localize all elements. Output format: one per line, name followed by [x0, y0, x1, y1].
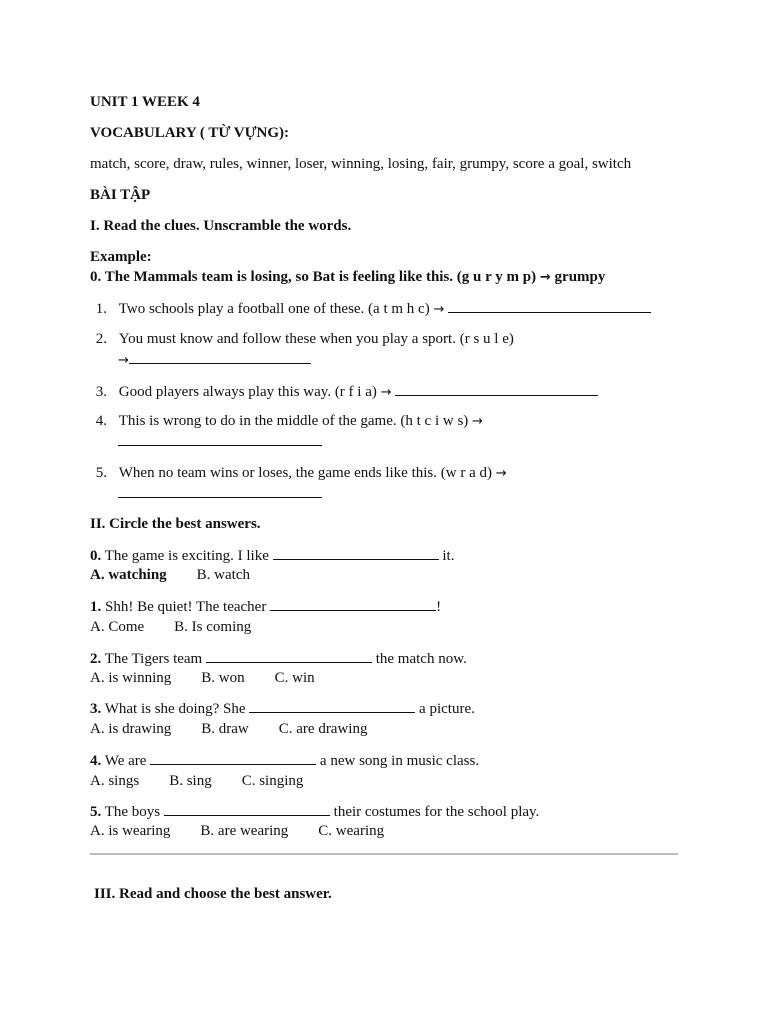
- options-row: [90, 771, 333, 791]
- answer-blank[interactable]: [118, 483, 322, 498]
- section3-title: III. Read and choose the best answer.: [94, 886, 332, 902]
- option-a[interactable]: A. sings: [90, 773, 140, 789]
- question-text-before: The Tigers team: [104, 651, 203, 667]
- question-text-before: The game is exciting. I like: [104, 548, 269, 564]
- options-row: [90, 719, 397, 739]
- answer-blank[interactable]: [395, 381, 598, 396]
- unscramble-item: [90, 381, 598, 403]
- answer-blank[interactable]: [150, 750, 316, 765]
- arrow-icon: →: [495, 466, 507, 481]
- item-number: 4.: [95, 413, 107, 429]
- question-text-after: the match now.: [375, 651, 467, 667]
- horizontal-divider: [90, 853, 678, 855]
- unscramble-item-continued: [118, 349, 311, 371]
- answer-blank[interactable]: [164, 801, 330, 816]
- item-text: Two schools play a football one of these. (a t m h c): [118, 301, 430, 317]
- vocabulary-list: match, score, draw, rules, winner, loser, winning, losing, fair, grumpy, score a goal, switch: [90, 156, 632, 172]
- option-c[interactable]: C. wearing: [318, 823, 385, 839]
- arrow-icon: →: [539, 270, 551, 285]
- question: [90, 750, 479, 771]
- unscramble-item-continued: [118, 431, 322, 452]
- question-text-before: We are: [104, 753, 147, 769]
- question-number: 0.: [90, 548, 102, 564]
- example-text: 0. The Mammals team is losing, so Bat is feeling like this. (g u r y m p): [90, 269, 537, 285]
- unit-title: UNIT 1 WEEK 4: [90, 94, 200, 110]
- answer-blank[interactable]: [448, 298, 651, 313]
- arrow-icon: →: [380, 385, 392, 400]
- question: [90, 698, 475, 719]
- options-row: [90, 821, 414, 841]
- item-number: 3.: [95, 384, 107, 400]
- answer-blank[interactable]: [273, 545, 439, 560]
- question: [90, 801, 539, 822]
- item-number: 1.: [95, 301, 107, 317]
- item-text: Good players always play this way. (r f i a): [118, 384, 377, 400]
- option-a[interactable]: A. is drawing: [90, 721, 172, 737]
- answer-blank[interactable]: [118, 431, 322, 446]
- option-c[interactable]: C. singing: [241, 773, 304, 789]
- vocabulary-title: VOCABULARY ( TỪ VỰNG):: [90, 125, 290, 141]
- question-text-after: !: [436, 599, 442, 615]
- item-number: 2.: [95, 331, 107, 347]
- option-b[interactable]: B. won: [201, 670, 245, 686]
- item-text: This is wrong to do in the middle of the game. (h t c i w s): [118, 413, 469, 429]
- option-b[interactable]: B. are wearing: [200, 823, 289, 839]
- options-row: [90, 565, 280, 585]
- unscramble-item: [90, 463, 507, 484]
- option-a[interactable]: A. is wearing: [90, 823, 171, 839]
- answer-blank[interactable]: [129, 349, 311, 364]
- unscramble-item: [90, 411, 483, 432]
- question: [90, 648, 467, 669]
- question-number: 5.: [90, 804, 102, 820]
- options-row: [90, 668, 345, 688]
- question-text-before: The boys: [104, 804, 161, 820]
- item-number: 5.: [95, 465, 107, 481]
- answer-blank[interactable]: [249, 698, 415, 713]
- question-number: 3.: [90, 701, 102, 717]
- option-b[interactable]: B. watch: [196, 567, 250, 583]
- option-a[interactable]: A. Come: [90, 619, 145, 635]
- item-text: When no team wins or loses, the game ends like this. (w r a d): [118, 465, 492, 481]
- option-b[interactable]: B. draw: [201, 721, 249, 737]
- arrow-icon: →: [472, 414, 483, 429]
- question-text-before: Shh! Be quiet! The teacher: [105, 599, 267, 615]
- option-c[interactable]: C. are drawing: [278, 721, 368, 737]
- unscramble-item: [90, 329, 514, 349]
- question-number: 1.: [90, 599, 102, 615]
- options-row: [90, 617, 281, 637]
- example-label: Example:: [90, 249, 152, 265]
- option-a[interactable]: A. is winning: [90, 670, 172, 686]
- exercise-title: BÀI TẬP: [90, 187, 151, 203]
- arrow-icon: →: [118, 353, 129, 368]
- question-text-after: a picture.: [419, 701, 475, 717]
- example-line: [90, 267, 605, 288]
- unscramble-item: [90, 298, 651, 320]
- option-b[interactable]: B. sing: [169, 773, 212, 789]
- question-text-after: a new song in music class.: [319, 753, 480, 769]
- section1-title: I. Read the clues. Unscramble the words.: [90, 218, 352, 234]
- section2-title: II. Circle the best answers.: [90, 516, 261, 532]
- arrow-icon: →: [433, 302, 445, 317]
- option-b[interactable]: B. Is coming: [174, 619, 252, 635]
- answer-blank[interactable]: [206, 648, 372, 663]
- unscramble-item-continued: [118, 483, 322, 504]
- question-text-before: What is she doing? She: [104, 701, 246, 717]
- question-text-after: their costumes for the school play.: [333, 804, 540, 820]
- item-text: You must know and follow these when you play a sport. (r s u l e): [118, 331, 514, 347]
- example-answer: grumpy: [554, 269, 606, 285]
- question: [90, 545, 454, 566]
- option-a[interactable]: A. watching: [90, 567, 167, 583]
- question-number: 2.: [90, 651, 102, 667]
- option-c[interactable]: C. win: [274, 670, 315, 686]
- question: [90, 596, 441, 617]
- question-number: 4.: [90, 753, 102, 769]
- question-text-after: it.: [442, 548, 455, 564]
- answer-blank[interactable]: [270, 596, 436, 611]
